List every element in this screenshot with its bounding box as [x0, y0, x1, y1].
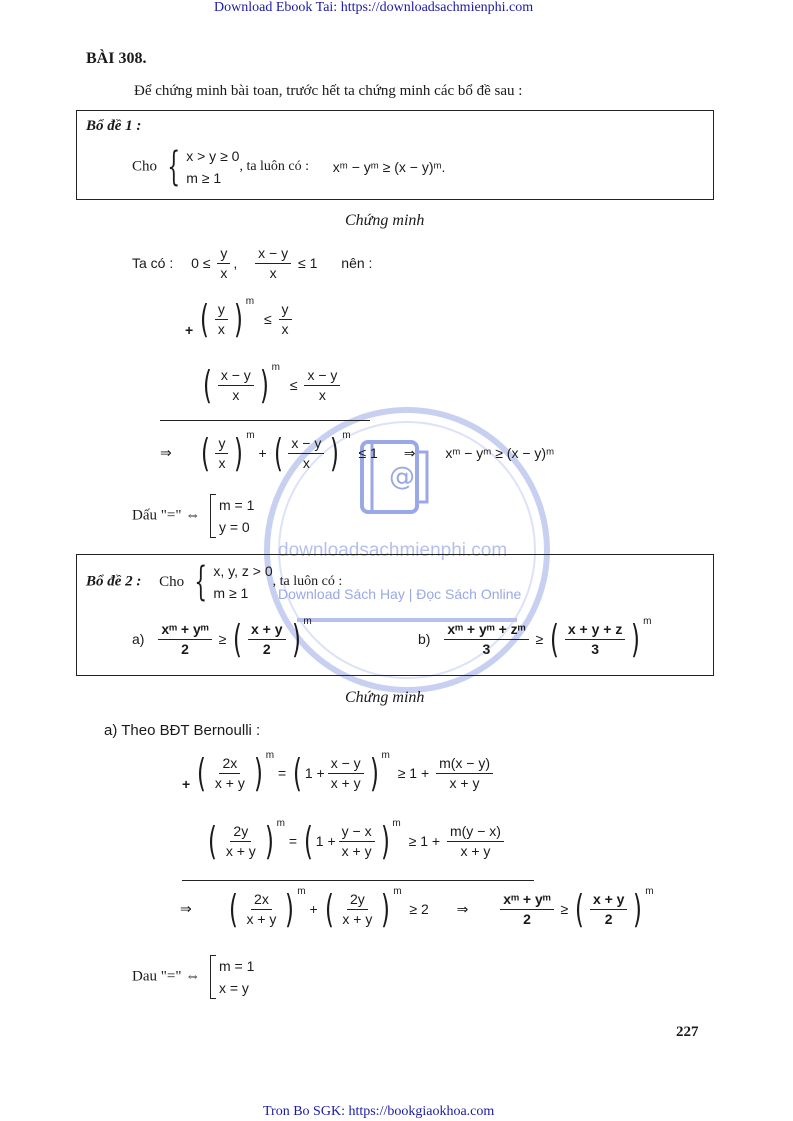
footer-link[interactable]: Tron Bo SGK: https://bookgiaokhoa.com [263, 1104, 495, 1119]
implies-arrow-icon: ⇒ [160, 444, 172, 461]
problem-title: BÀI 308. [86, 50, 147, 67]
bracket-icon [210, 494, 216, 538]
proof2-line-b: ( $\frac{2y}{x + y}$ ) $^m$ = ( 1 + $\frac{y - x}{x + y}$ ) $^m$ ≥ 1 + $\frac{m(y - x)}{x + y}$ [205, 822, 507, 860]
proof2-sum-line: ⇒ ( $\frac{2x}{x + y}$ ) $^m$ + ( $\frac{2y}{x + y}$ ) $^m$ ≥ 2 ⇒ $\frac{\text{xᵐ + yᵐ}}{2}$ ≥ ( $\frac{x + y}{2}$ ) $^m$ [180, 886, 654, 931]
lemma2-statement: Bổ đề 2 : Cho { x, y, z > 0 m ≥ 1 , ta luôn có : [86, 559, 343, 605]
intro-text: Để chứng minh bài toan, trước hết ta chứng minh các bổ đề sau : [134, 83, 523, 99]
proof2-line-a: + ( $\frac{2x}{x + y}$ ) $^m$ = ( 1 + $\frac{x - y}{x + y}$ ) $^m$ ≥ 1 + $\frac{m(x - y)}{x + y}$ [182, 754, 496, 792]
lemma2-part-b: b) $\frac{\text{xᵐ + yᵐ + zᵐ}}{3}$ ≥ ( $\frac{x + y + z}{3}$ ) $^m$ [418, 616, 652, 661]
proof2-intro: a) Theo BĐT Bernoulli : [104, 722, 261, 739]
lemma2-title: Bổ đề 2 : [86, 573, 142, 590]
page-number: 227 [676, 1024, 699, 1040]
left-brace-icon: { [167, 144, 180, 190]
zero-le: 0 ≤ [191, 255, 211, 272]
watermark-site: downloadsachmienphi.com [278, 540, 508, 561]
lemma2-part-a: a) $\frac{\text{xᵐ + yᵐ}}{2}$ ≥ ( $\frac{x + y}{2}$ ) $^m$ [132, 616, 312, 661]
sum-rule-1 [160, 420, 370, 421]
watermark-tagline: Download Sách Hay | Đọc Sách Online [278, 586, 522, 602]
proof1-heading: Chứng minh [345, 212, 425, 229]
le-one: ≤ 1 [298, 255, 318, 272]
header-link[interactable]: Download Ebook Tai: https://downloadsachmienphi.com [214, 0, 534, 15]
lemma1-inequality: xᵐ − yᵐ ≥ (x − y)ᵐ. [332, 159, 446, 175]
proof1-line-b: ( $\frac{x - y}{x}$ ) $^m$ ≤ $\frac{x - y}{x}$ [200, 366, 343, 404]
lemma1-cond2: m ≥ 1 [186, 170, 222, 186]
lemma1-always: , ta luôn có : [239, 159, 310, 174]
proof1-sum-line: ⇒ ( $\frac{y}{x}$ ) $^m$ + ( $\frac{x - y}{x}$ ) $^m$ ≤ 1 ⇒ xᵐ − yᵐ ≥ (x − y)ᵐ [160, 430, 555, 475]
sum-rule-2 [182, 880, 534, 881]
lemma1-cond1: x > y ≥ 0 [186, 148, 240, 164]
proof2-equality: Dau "=" ⇔ m = 1 x = y [132, 955, 254, 999]
frac-xmy-over-x: $\frac{x - y}{x}$ [255, 246, 291, 280]
proof1-line-a: + ( $\frac{y}{x}$ ) $^m$ ≤ $\frac{y}{x}$ [185, 300, 295, 338]
lemma1-title: Bổ đề 1 : [86, 118, 142, 134]
nen-label: nên : [341, 255, 373, 272]
taco-label: Ta có : [132, 255, 174, 272]
svg-text:@: @ [389, 462, 415, 492]
plus-sign: + [185, 322, 194, 338]
proof1-taco-line: Ta có : 0 ≤ $\frac{y}{x}$ , $\frac{x - y}{x}$ ≤ 1 nên : [132, 245, 373, 281]
lemma1-cho: Cho [132, 158, 158, 175]
proof1-equality: Dấu "=" ⇔ m = 1 y = 0 [132, 494, 254, 538]
frac-y-over-x: $\frac{y}{x}$ [217, 246, 230, 280]
proof2-heading: Chứng minh [345, 689, 425, 706]
lemma1-statement [132, 145, 445, 189]
proof1-result: xᵐ − yᵐ ≥ (x − y)ᵐ [445, 445, 555, 461]
